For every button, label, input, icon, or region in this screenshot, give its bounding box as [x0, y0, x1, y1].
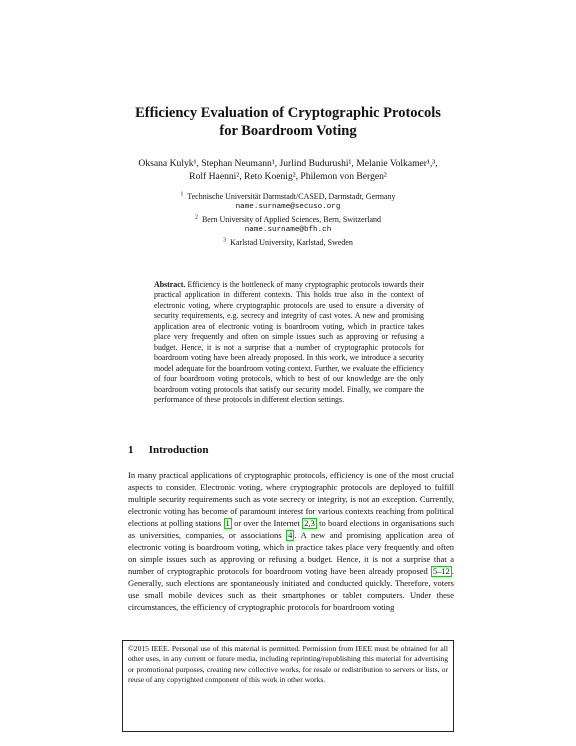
section-heading [128, 444, 448, 456]
affiliation-2-email: name.surname@bfh.ch [244, 226, 332, 235]
affiliation-1: $^1$ Technische Universität Darmstadt/CASED, Darmstadt, Germany [180, 191, 396, 201]
abstract [154, 280, 424, 405]
authors-line-1: Oksana Kulyk¹, Stephan Neumann¹, Jurlind Budurushi¹, Melanie Volkamer¹,³, [138, 158, 438, 169]
citation-link[interactable]: 2,3 [304, 518, 315, 528]
abstract-label: Abstract. [154, 280, 186, 289]
title-line-1: Efficiency Evaluation of Cryptographic Protocols [135, 105, 441, 121]
introduction-paragraph: In many practical applications of cryptographic protocols, efficiency is one of the most crucial aspects to consider. Electronic voting, where cryptographic protocols are deployed to fulfill multiple security requirements such as vote secrecy or integrity, is not an exception. Currently, electronic voting has become of paramount interest for various contexts reaching from political elections at polling stations 1 or over the Internet 2,3 to board elections in organisations such as universities, companies, or associations 4 . A new and promising application area of electronic voting is boardroom voting, which in practice takes place very frequently and often on simple issues such as approving or refusing a budget. Hence, it is not a surprise that a number of cryptographic protocols for boardroom voting have been already proposed 5–12 . Generally, such elections are spontaneously initiated and conducted quickly. Therefore, voters use small mobile devices such as their smartphones or tablet computers. Under these circumstances, the efficiency of cryptographic protocols for boardroom voting [128, 470, 455, 612]
section-number: 1 [128, 444, 134, 456]
affiliation-3: $^3$ Karlstad University, Karlstad, Sweden [223, 236, 353, 247]
title-line-2: for Boardroom Voting [219, 123, 357, 139]
affiliation-1-email: name.surname@secuso.org [235, 203, 341, 212]
abstract-text: Efficiency is the bottleneck of many cryptographic protocols towards their practical application in different contexts. This holds true also in the context of electronic voting, where cryptographic protocols are used to ensure a diversity of security requirements, e.g. secrecy and integrity of cast votes. A new and promising application area of electronic voting is boardroom voting, which in practice takes place very frequently and often on simple issues such as approving or refusing a budget. Hence, it is not a surprise that a number of cryptographic protocols for boardroom voting have been already proposed. In this work, we introduce a security model adequate for the boardroom voting context. Further, we evaluate the efficiency of four boardroom voting protocols, which to best of our knowledge are the only boardroom voting protocols that satisfy our security model. Finally, we compare the performance of these protocols in different election settings. [154, 280, 424, 404]
copyright-notice: ©2015 IEEE. Personal use of this material is permitted. Permission from IEEE must be obtained for all other uses, in any current or future media, including reprinting/republishing this material for advertising or promotional purposes, creating new collective works, for resale or redistribution to servers or lists, or reuse of any copyrighted component of this work in other works. [122, 640, 454, 732]
citation-link[interactable]: 4 [288, 530, 293, 540]
affiliation-2: $^2$ Bern University of Applied Sciences, Bern, Switzerland [194, 214, 382, 224]
section-title: Introduction [148, 444, 209, 456]
affiliations [118, 191, 458, 248]
paper-title [0, 104, 576, 140]
citation-link[interactable]: 5–12 [432, 566, 450, 576]
authors-line-2: Rolf Haenni², Reto Koenig², Philemon von Bergen² [189, 171, 387, 182]
citation-link[interactable]: 1 [225, 518, 230, 528]
author-list [118, 157, 458, 183]
